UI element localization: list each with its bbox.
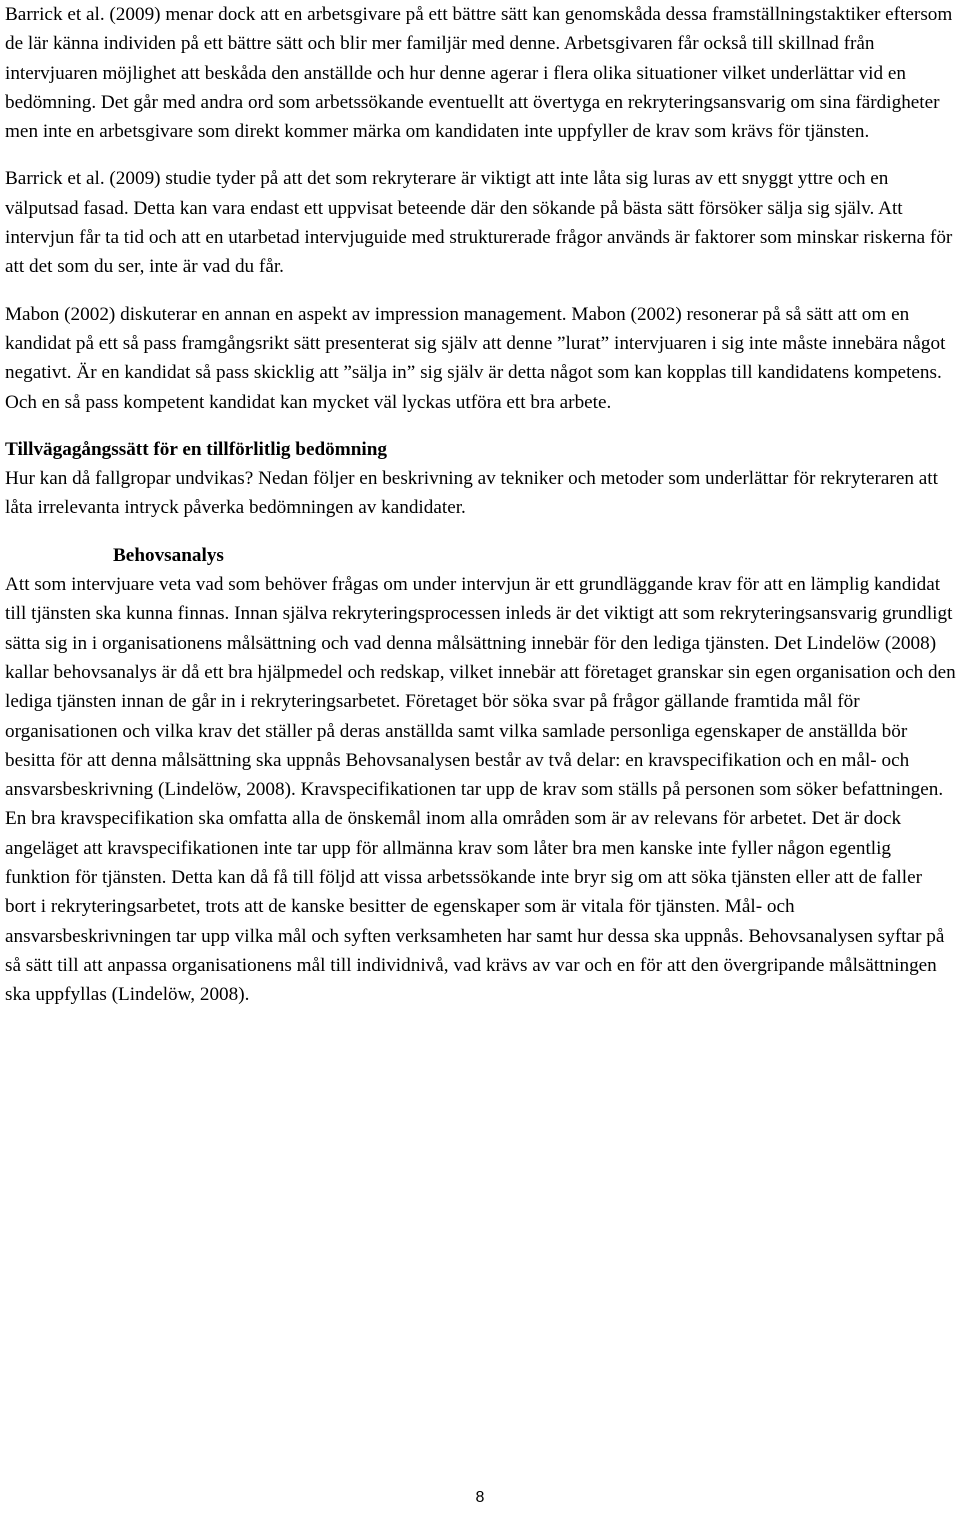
paragraph-spacer (5, 146, 957, 164)
subsection-heading-behovsanalys: Behovsanalys (113, 544, 224, 566)
section-heading-tillvagagangssatt: Tillvägagångssätt för en tillförlitlig bedömning (5, 438, 387, 460)
paragraph-behovsanalys: Att som intervjuare veta vad som behöver frågas om under intervjun är ett grundläggande krav för att en lämplig kandidat till tjänsten ska kunna finnas. Innan själva rekryteringsprocessen inleds är det viktigt att som rekryteringsansvarig grundligt sätta sig in i organisationens målsättning och vad denna målsättning innebär för den lediga tjänsten. Det Lindelöw (2008) kallar behovsanalys är då ett bra hjälpmedel och redskap, vilket innebär att företaget granskar sin egen organisation och den lediga tjänsten innan de går in i rekryteringsarbetet. Företaget bör söka svar på frågor gällande framtida mål för organisationen och vilka krav det ställer på deras anställda samt vilka samlade personliga egenskaper de anställda bör besitta för att denna målsättning ska uppnås Behovsanalysen består av två delar: en kravspecifikation och en mål- och ansvarsbeskrivning (Lindelöw, 2008). Kravspecifikationen tar upp de krav som ställs på personen som söker befattningen. En bra kravspecifikation ska omfatta alla de önskemål inom alla områden som är av relevans för arbetet. Det är dock angeläget att kravspecifikationen inte tar upp för allmänna krav som låter bra men kanske inte fyller någon egentlig funktion för tjänsten. Detta kan då få till följd att vissa arbetssökande inte bryr sig om att söka tjänsten eller att de faller bort i rekryteringsarbetet, trots att de kanske besitter de egenskaper som är vitala för tjänsten. Mål- och ansvarsbeskrivningen tar upp vilka mål och syften verksamheten har samt hur dessa ska uppnås. Behovsanalysen syftar på så sätt till att anpassa organisationens mål till individnivå, vad krävs av var och en för att den övergripande målsättningen ska uppfyllas (Lindelöw, 2008). (5, 574, 956, 1006)
paragraph-spacer (5, 282, 957, 300)
paragraph-spacer (5, 417, 957, 435)
page-number: 8 (475, 1489, 485, 1506)
paragraph-barrick-framstallning: Barrick et al. (2009) menar dock att en arbetsgivare på ett bättre sätt kan genomskåda dessa framställningstaktiker eftersom de lär känna individen på ett bättre sätt och blir mer familjär med denne. Arbetsgivaren får också till skillnad från intervjuaren möjlighet att beskåda den anställde och hur denne agerar i flera olika situationer vilket underlättar vid en bedömning. Det går med andra ord som arbetssökande eventuellt att övertyga en rekryteringsansvarig om sina färdigheter men inte en arbetsgivare som direkt kommer märka om kandidaten inte uppfyller de krav som krävs för tjänsten. (5, 4, 953, 143)
paragraph-spacer (5, 523, 957, 541)
paragraph-mabon: Mabon (2002) diskuterar en annan en aspekt av impression management. Mabon (2002) resonerar på så sätt att om en kandidat på ett så pass framgångsrikt sätt presenterat sig själv att denne ”lurat” intervjuaren i sig inte måste innebära något negativt. Är en kandidat så pass skicklig att ”sälja in” sig själv är detta något som kan kopplas till kandidatens kompetens. Och en så pass kompetent kandidat kan mycket väl lyckas utföra ett bra arbete. (5, 303, 946, 413)
paragraph-fallgropar: Hur kan då fallgropar undvikas? Nedan följer en beskrivning av tekniker och metoder som underlättar för rekryteraren att låta irrelevanta intryck påverka bedömningen av kandidater. (5, 468, 938, 519)
document-body (5, 0, 957, 1010)
paragraph-barrick-studie: Barrick et al. (2009) studie tyder på att det som rekryterare är viktigt att inte låta sig luras av ett snyggt yttre och en välputsad fasad. Detta kan vara endast ett uppvisat beteende där den sökande på bästa sätt försöker sälja sig själv. Att intervjun får ta tid och att en utarbetad intervjuguide med strukturerade frågor används är faktorer som minskar riskerna för att det som du ser, inte är vad du får. (5, 168, 953, 278)
